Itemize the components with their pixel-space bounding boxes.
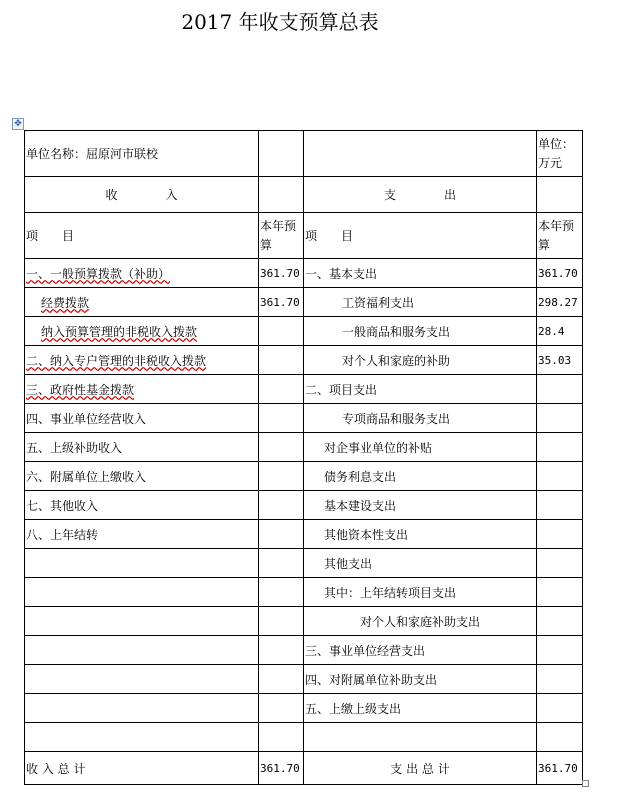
income-item-cell bbox=[25, 259, 259, 288]
income-amount-cell bbox=[259, 404, 304, 433]
table-row bbox=[25, 317, 583, 346]
income-total-value: 361.70 bbox=[259, 752, 304, 785]
income-amount-cell bbox=[259, 462, 304, 491]
table-row bbox=[25, 346, 583, 375]
empty-cell bbox=[304, 131, 537, 177]
income-item-header: 项 目 bbox=[25, 213, 259, 259]
income-amount-cell bbox=[259, 665, 304, 694]
page-title: 2017 年收支预算总表 bbox=[181, 10, 379, 34]
income-item-cell: 七、其他收入 bbox=[25, 491, 259, 520]
table-row bbox=[25, 375, 583, 404]
expense-amount-cell bbox=[537, 520, 583, 549]
income-amount-cell bbox=[259, 723, 304, 752]
table-row bbox=[25, 462, 583, 491]
income-item-cell: 五、上级补助收入 bbox=[25, 433, 259, 462]
income-item-cell bbox=[25, 375, 259, 404]
expense-amount-cell bbox=[537, 462, 583, 491]
expense-item-cell: 专项商品和服务支出 bbox=[304, 404, 537, 433]
table-row bbox=[25, 491, 583, 520]
expense-item-cell: 基本建设支出 bbox=[304, 491, 537, 520]
expense-amount-cell bbox=[537, 636, 583, 665]
table-row bbox=[25, 636, 583, 665]
income-amount-cell bbox=[259, 346, 304, 375]
income-item-cell: 六、附属单位上缴收入 bbox=[25, 462, 259, 491]
income-item-cell-text: 一、一般预算拨款（补助） bbox=[26, 266, 171, 281]
expense-amount-cell bbox=[537, 549, 583, 578]
expense-item-cell: 其他支出 bbox=[304, 549, 537, 578]
income-total-label: 收 入 总 计 bbox=[25, 752, 259, 785]
expense-item-cell: 三、事业单位经营支出 bbox=[304, 636, 537, 665]
expense-item-cell: 工资福利支出 bbox=[304, 288, 537, 317]
expense-heading: 支 出 bbox=[304, 177, 537, 213]
income-item-cell bbox=[25, 607, 259, 636]
income-amount-cell bbox=[259, 520, 304, 549]
expense-item-cell: 对企事业单位的补贴 bbox=[304, 433, 537, 462]
income-item-cell bbox=[25, 288, 259, 317]
expense-amount-cell bbox=[537, 375, 583, 404]
table-row bbox=[25, 404, 583, 433]
expense-item-cell: 五、上缴上级支出 bbox=[304, 694, 537, 723]
table-row bbox=[25, 665, 583, 694]
table-row bbox=[25, 607, 583, 636]
expense-item-cell: 债务利息支出 bbox=[304, 462, 537, 491]
expense-item-cell bbox=[304, 723, 537, 752]
income-item-cell-text: 纳入预算管理的非税收入拨款 bbox=[41, 324, 198, 339]
income-amount-cell bbox=[259, 607, 304, 636]
income-item-cell bbox=[25, 549, 259, 578]
expense-amount-cell bbox=[537, 665, 583, 694]
table-resize-handle[interactable] bbox=[582, 780, 589, 787]
income-item-cell bbox=[25, 665, 259, 694]
income-amount-cell bbox=[259, 694, 304, 723]
empty-cell bbox=[259, 131, 304, 177]
expense-amount-cell: 35.03 bbox=[537, 346, 583, 375]
expense-item-cell: 四、对附属单位补助支出 bbox=[304, 665, 537, 694]
income-item-cell bbox=[25, 346, 259, 375]
table-row bbox=[25, 694, 583, 723]
table-row bbox=[25, 723, 583, 752]
income-item-cell: 四、事业单位经营收入 bbox=[25, 404, 259, 433]
table-row bbox=[25, 288, 583, 317]
expense-amount-cell: 361.70 bbox=[537, 259, 583, 288]
income-item-cell-text: 三、政府性基金拨款 bbox=[26, 382, 135, 397]
income-heading: 收 入 bbox=[25, 177, 259, 213]
expense-item-cell: 其中：上年结转项目支出 bbox=[304, 578, 537, 607]
table-row bbox=[25, 259, 583, 288]
expense-amount-cell bbox=[537, 433, 583, 462]
income-item-cell bbox=[25, 723, 259, 752]
income-item-cell-text: 二、纳入专户管理的非税收入拨款 bbox=[26, 353, 207, 368]
income-amount-cell: 361.70 bbox=[259, 259, 304, 288]
income-item-cell bbox=[25, 694, 259, 723]
income-budget-header: 本年预算 bbox=[259, 213, 304, 259]
expense-total-value: 361.70 bbox=[537, 752, 583, 785]
header-row-unit bbox=[25, 131, 583, 177]
empty-cell bbox=[537, 177, 583, 213]
income-item-cell bbox=[25, 636, 259, 665]
income-amount-cell bbox=[259, 317, 304, 346]
budget-table bbox=[24, 130, 583, 785]
expense-item-cell: 对个人和家庭的补助 bbox=[304, 346, 537, 375]
income-item-cell-text: 经费拨款 bbox=[41, 295, 90, 310]
income-item-cell bbox=[25, 317, 259, 346]
expense-total-label: 支 出 总 计 bbox=[304, 752, 537, 785]
table-row bbox=[25, 578, 583, 607]
expense-amount-cell: 298.27 bbox=[537, 288, 583, 317]
header-row-columns bbox=[25, 213, 583, 259]
income-amount-cell bbox=[259, 578, 304, 607]
income-amount-cell bbox=[259, 375, 304, 404]
income-amount-cell bbox=[259, 549, 304, 578]
income-item-cell: 八、上年结转 bbox=[25, 520, 259, 549]
income-amount-cell bbox=[259, 636, 304, 665]
expense-amount-cell: 28.4 bbox=[537, 317, 583, 346]
expense-budget-header: 本年预算 bbox=[537, 213, 583, 259]
income-amount-cell: 361.70 bbox=[259, 288, 304, 317]
expense-item-cell: 二、项目支出 bbox=[304, 375, 537, 404]
table-row bbox=[25, 549, 583, 578]
expense-amount-cell bbox=[537, 723, 583, 752]
income-item-cell bbox=[25, 578, 259, 607]
income-amount-cell bbox=[259, 433, 304, 462]
table-move-handle-icon[interactable]: ✥ bbox=[12, 118, 24, 130]
totals-row bbox=[25, 752, 583, 785]
expense-amount-cell bbox=[537, 607, 583, 636]
expense-item-cell: 一、基本支出 bbox=[304, 259, 537, 288]
unit-name-cell: 单位名称：屈原河市联校 bbox=[25, 131, 259, 177]
expense-item-cell: 对个人和家庭补助支出 bbox=[304, 607, 537, 636]
expense-amount-cell bbox=[537, 694, 583, 723]
income-amount-cell bbox=[259, 491, 304, 520]
unit-label-cell: 单位：万元 bbox=[537, 131, 583, 177]
header-row-sections bbox=[25, 177, 583, 213]
expense-amount-cell bbox=[537, 404, 583, 433]
expense-amount-cell bbox=[537, 578, 583, 607]
table-row bbox=[25, 520, 583, 549]
expense-item-cell: 一般商品和服务支出 bbox=[304, 317, 537, 346]
expense-item-cell: 其他资本性支出 bbox=[304, 520, 537, 549]
empty-cell bbox=[259, 177, 304, 213]
table-row bbox=[25, 433, 583, 462]
expense-item-header: 项 目 bbox=[304, 213, 537, 259]
expense-amount-cell bbox=[537, 491, 583, 520]
